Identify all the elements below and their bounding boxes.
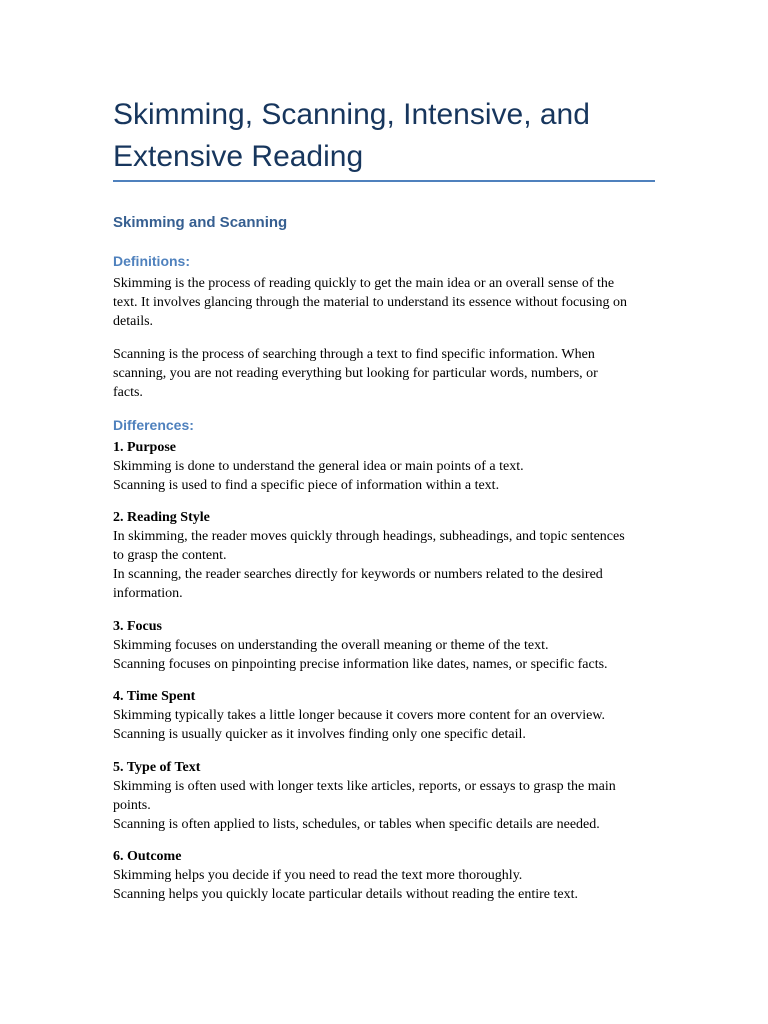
text-line: In scanning, the reader searches directly for keywords or numbers related to the desired [113, 567, 603, 582]
definition-paragraph-scanning [113, 345, 655, 402]
text-line: Scanning helps you quickly locate particular details without reading the entire text. [113, 887, 578, 902]
text-line: points. [113, 797, 151, 813]
text-line: Scanning is often applied to lists, schedules, or tables when specific details are needed. [113, 816, 600, 832]
difference-item-title: 3. Focus [113, 618, 162, 634]
difference-item-title: 2. Reading Style [113, 510, 210, 525]
text-line: Skimming helps you decide if you need to read the text more thoroughly. [113, 868, 523, 883]
text-line: Skimming is done to understand the general idea or main points of a text. [113, 458, 524, 474]
difference-item-outcome [113, 847, 655, 904]
document-title [113, 94, 655, 178]
text-line: Skimming typically takes a little longer because it covers more content for an overview. [113, 708, 606, 723]
difference-item-type-of-text [113, 758, 655, 834]
text-line: Scanning is used to find a specific piece of information within a text. [113, 477, 500, 493]
text-line: Scanning is usually quicker as it involves finding only one specific detail. [113, 727, 526, 742]
document-title-line: Extensive Reading [113, 140, 364, 173]
difference-item-title: 6. Outcome [113, 849, 182, 864]
text-line: scanning, you are not reading everything but looking for particular words, numbers, or [113, 365, 598, 381]
text-line: In skimming, the reader moves quickly through headings, subheadings, and topic sentences [113, 529, 625, 544]
definition-paragraph-skimming [113, 274, 655, 331]
document-body [113, 94, 655, 904]
difference-item-reading-style [113, 508, 655, 603]
text-line: information. [113, 586, 183, 601]
section-heading: Skimming and Scanning [113, 214, 288, 231]
title-divider [113, 180, 655, 182]
difference-item-title: 1. Purpose [113, 439, 176, 455]
differences-heading: Differences: [113, 417, 194, 433]
difference-item-time-spent [113, 687, 655, 744]
text-line: Scanning focuses on pinpointing precise information like dates, names, or specific facts. [113, 656, 608, 672]
text-line: facts. [113, 384, 143, 400]
text-line: details. [113, 314, 154, 329]
definitions-heading: Definitions: [113, 253, 190, 269]
document-title-line: Skimming, Scanning, Intensive, and [113, 98, 590, 131]
text-line: text. It involves glancing through the material to understand its essence without focusing on [113, 295, 628, 310]
text-line: Scanning is the process of searching through a text to find specific information. When [113, 346, 595, 362]
text-line: Skimming is often used with longer texts like articles, reports, or essays to grasp the main [113, 778, 616, 794]
difference-item-title: 5. Type of Text [113, 759, 201, 775]
text-line: Skimming focuses on understanding the overall meaning or theme of the text. [113, 637, 549, 653]
difference-item-purpose [113, 438, 655, 495]
text-line: Skimming is the process of reading quickly to get the main idea or an overall sense of the [113, 276, 615, 291]
difference-item-focus [113, 617, 655, 674]
difference-item-title: 4. Time Spent [113, 689, 196, 704]
text-line: to grasp the content. [113, 548, 227, 563]
